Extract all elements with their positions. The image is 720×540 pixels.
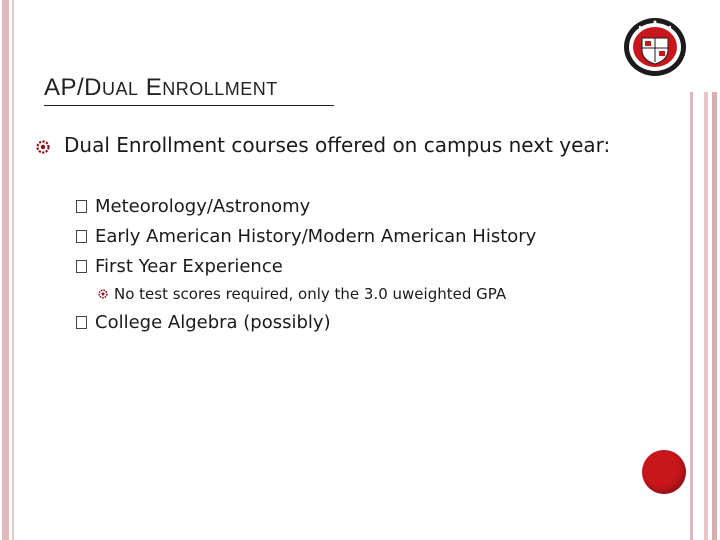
list-item: [76, 196, 310, 218]
gear-bullet-icon: [98, 289, 108, 299]
title-part-2: UAL: [102, 79, 139, 99]
list-item-label: First Year Experience: [95, 256, 283, 277]
list-item-label: Early American History/Modern American History: [95, 226, 537, 247]
checkbox-icon: [76, 316, 87, 329]
list-item: [76, 256, 283, 278]
gear-bullet-icon: [36, 140, 50, 154]
school-seal-icon: [622, 16, 688, 78]
right-decorative-rule-1: [690, 92, 693, 540]
title-part-1: AP/D: [44, 74, 103, 101]
list-item: [76, 226, 536, 248]
left-decorative-rule: [2, 0, 9, 540]
title-part-4: NROLLMENT: [162, 79, 278, 99]
note-text: No test scores required, only the 3.0 uweighted GPA: [114, 285, 507, 303]
right-decorative-rule-2: [704, 92, 708, 540]
title-part-3: E: [138, 74, 163, 101]
right-decorative-rule-3: [712, 92, 717, 540]
main-bullet-text: Dual Enrollment courses offered on campus next year:: [64, 133, 611, 157]
slide-title: [44, 74, 334, 106]
list-item-label: Meteorology/Astronomy: [95, 196, 311, 217]
left-decorative-rule-thin: [12, 0, 14, 540]
checkbox-icon: [76, 260, 87, 273]
checkbox-icon: [76, 230, 87, 243]
checkbox-icon: [76, 200, 87, 213]
list-item: [76, 312, 331, 334]
list-item-label: College Algebra (possibly): [95, 312, 331, 333]
note-item: [98, 284, 506, 304]
red-circle-decoration: [642, 450, 686, 494]
